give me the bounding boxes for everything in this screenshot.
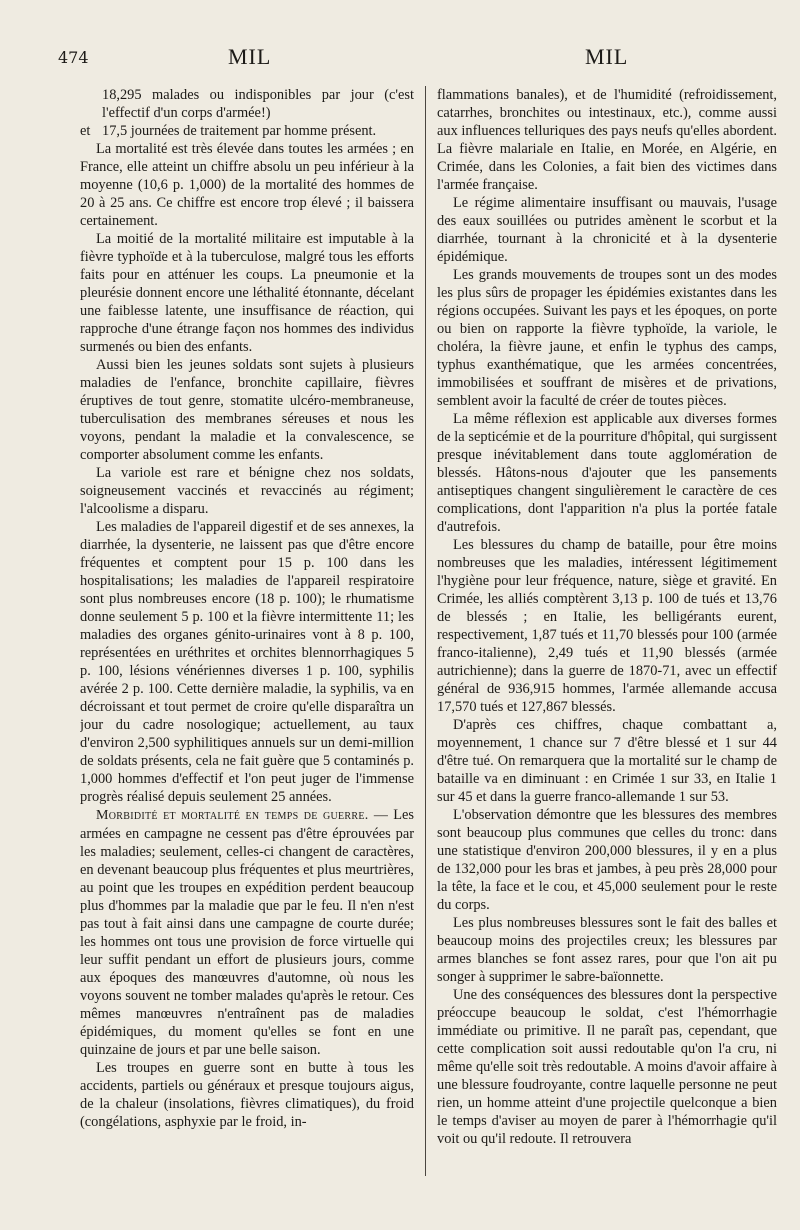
running-head-right: MIL bbox=[585, 44, 629, 69]
paragraph: Les grands mouvements de troupes sont un des modes les plus sûrs de propager les épidémies existantes dans les régions occupées. Suivant les pays et les époques, on porte ou bien on rapporte la fièvre typhoïde, la variole, le choléra, la fièvre jaune, et enfin le typhus des camps, typhus exanthématique, que les armées concentrées, immobilisées et souffrant de misères et de privations, semblent avoir la faculté de créer de toutes pièces. bbox=[437, 267, 777, 409]
right-text-column bbox=[437, 86, 777, 1176]
paragraph: La mortalité est très élevée dans toutes les armées ; en France, elle atteint un chiffre absolu un peu inférieur à la moyenne (10,6 p. 1,000) de la mortalité des hommes de 20 à 25 ans. Ce chiffre est encore trop élevé ; il baissera certainement. bbox=[80, 141, 414, 229]
paragraph: et 17,5 journées de traitement par homme présent. bbox=[80, 123, 377, 139]
paragraph: Le régime alimentaire insuffisant ou mauvais, l'usage des eaux souillées ou putrides amènent le scorbut et la diarrhée, tournant à la chronicité et à la dysenterie épidémique. bbox=[437, 195, 777, 265]
paragraph: Une des conséquences des blessures dont la perspective préoccupe beaucoup le soldat, c'est l'hémorrhagie immédiate ou primitive. Il ne paraît pas, cependant, que cette complication soit aussi redoutable qu'on l'a cru, ni même qu'elle soit très redoutable. A moins d'avoir affaire à une blessure foudroyante, contre laquelle personne ne peut rien, un homme atteint d'une projectile quelconque a bien le temps d'aviser au moyen de parer à l'hémorrhagie qu'il voit ou qu'il redoute. Il retrouvera bbox=[437, 987, 777, 1147]
page-number: 474 bbox=[58, 48, 89, 67]
paragraph: 18,295 malades ou indisponibles par jour (c'est l'effectif d'un corps d'armée!) bbox=[102, 87, 414, 121]
paragraph-continued: flammations banales), et de l'humidité (refroidissement, catarrhes, bronchites ou intestinaux, etc.), comme aussi aux influences telluriques des pays neufs qu'elles abordent. La fièvre malariale en Italie, en Morée, en Algérie, en Crimée, dans les Colonies, a fait bien des victimes dans l'armée française. bbox=[437, 87, 777, 193]
running-head-left: MIL bbox=[228, 44, 272, 69]
section-paragraph: Morbidité et mortalité en temps de guerre. — Les armées en campagne ne cessent pas d'être éprouvées par les maladies; seulement, celles-ci changent de caractères, en devenant beaucoup plus fréquentes et plus meurtrières, au point que les troupes en expédition perdent beaucoup plus d'hommes par la maladie que par le feu. Il n'en n'est pas tout à fait ainsi dans une campagne de courte durée; les hommes ont tous une provision de force virtuelle qui leur suffit pendant un effort de plusieurs jours, comme aux époques des manœuvres d'automne, où nous les voyons souvent ne tomber malades qu'après le retour. Ces mêmes manœuvres n'entraînent pas de maladies épidémiques, du moment qu'elles se font en une quinzaine de jours et par une belle saison. bbox=[80, 807, 414, 1058]
section-heading: Morbidité et mortalité en temps de guerre. — bbox=[96, 808, 389, 823]
page-header bbox=[58, 44, 774, 72]
paragraph: L'observation démontre que les blessures des membres sont beaucoup plus communes que celles du tronc: dans une statistique d'environ 200,000 blessures, il y en a plus de 132,000 pour les bras et jambes, à peu près 28,000 pour la tête, la face et le cou, et 45,000 seulement pour le reste du corps. bbox=[437, 807, 777, 913]
paragraph: La moitié de la mortalité militaire est imputable à la fièvre typhoïde et à la tuberculose, malgré tous les efforts faits pour en atténuer les coups. La pneumonie et la pleurésie donnent encore une léthalité étonnante, décelant une faiblesse latente, une insuffisance de réaction, qui rapproche d'une étrange façon nos hommes des individus surmenés ou bien des enfants. bbox=[80, 231, 414, 355]
paragraph: Aussi bien les jeunes soldats sont sujets à plusieurs maladies de l'enfance, bronchite capillaire, fièvres éruptives de tout genre, stomatite ulcéro-membraneuse, tuberculisation des membranes séreuses et nous les voyons, pendant la maladie et la convalescence, se comporter absolument comme les enfants. bbox=[80, 357, 414, 463]
paragraph: Les plus nombreuses blessures sont le fait des balles et beaucoup moins des projectiles creux; les blessures par armes blanches se font assez rares, pour que l'on ait pu songer à supprimer le sabre-baïonnette. bbox=[437, 915, 777, 985]
column-divider bbox=[425, 86, 426, 1176]
paragraph: La variole est rare et bénigne chez nos soldats, soigneusement vaccinés et revaccinés au régiment; l'alcoolisme a disparu. bbox=[80, 465, 414, 517]
paragraph: Les blessures du champ de bataille, pour être moins nombreuses que les maladies, intéressent légitimement l'hygiène pour leur fréquence, nature, siège et gravité. En Crimée, les alliés comptèrent 3,13 p. 100 de tués et 13,76 de blessés ; en Italie, les belligérants eurent, respectivement, 1,87 tués et 11,70 blessés pour 100 (armée franco-italienne), 2,49 tués et 11,90 blessés (armée autrichienne); dans la guerre de 1870-71, avec un effectif général de 936,915 hommes, l'armée allemande accusa 17,570 tués et 127,867 blessés. bbox=[437, 537, 777, 715]
paragraph: Les troupes en guerre sont en butte à tous les accidents, partiels ou généraux et presque toujours aigus, de la chaleur (insolations, fièvres climatiques), du froid (congélations, asphyxie par le froid, in- bbox=[80, 1060, 414, 1130]
paragraph: La même réflexion est applicable aux diverses formes de la septicémie et de la pourriture d'hôpital, qui surgissent presque inévitablement dans toute agglomération de blessés. Hâtons-nous d'ajouter que les pansements antiseptiques changent singulièrement le caractère de ces complications, dont l'apparition n'a plus la portée fatale d'autrefois. bbox=[437, 411, 777, 535]
paragraph: Les maladies de l'appareil digestif et de ses annexes, la diarrhée, la dysenterie, ne laissent pas que d'être encore fréquentes et comptent pour 15 p. 100 dans les hospitalisations; les maladies de l'appareil respiratoire sont plus nombreuses encore (18 p. 100); le rhumatisme donne seulement 5 p. 100 et la fièvre intermittente 11; les maladies des organes génito-urinaires vont à 8 p. 100, représentées en uréthrites et orchites blennorrhagiques 5 p. 100, lésions vénériennes diverses 1 p. 100, syphilis avérée 2 p. 100. Cette dernière maladie, la syphilis, va en décroissant et tout permet de croire qu'elle disparaîtra un jour du cadre nosologique; actuellement, au taux d'environ 2,500 syphilitiques annuels sur un demi-million de soldats présents, cela ne fait guère que 5 contaminés p. 1,000 hommes d'effectif et l'on peut juger de l'immense progrès réalisé depuis seulement 25 années. bbox=[80, 519, 414, 805]
paragraph: D'après ces chiffres, chaque combattant a, moyennement, 1 chance sur 7 d'être blessé et 1 sur 44 d'être tué. On remarquera que la mortalité sur le champ de bataille va en diminuant : en Crimée 1 sur 33, en Italie 1 sur 45 et dans la guerre franco-allemande 1 sur 53. bbox=[437, 717, 777, 805]
left-text-column bbox=[80, 86, 414, 1176]
